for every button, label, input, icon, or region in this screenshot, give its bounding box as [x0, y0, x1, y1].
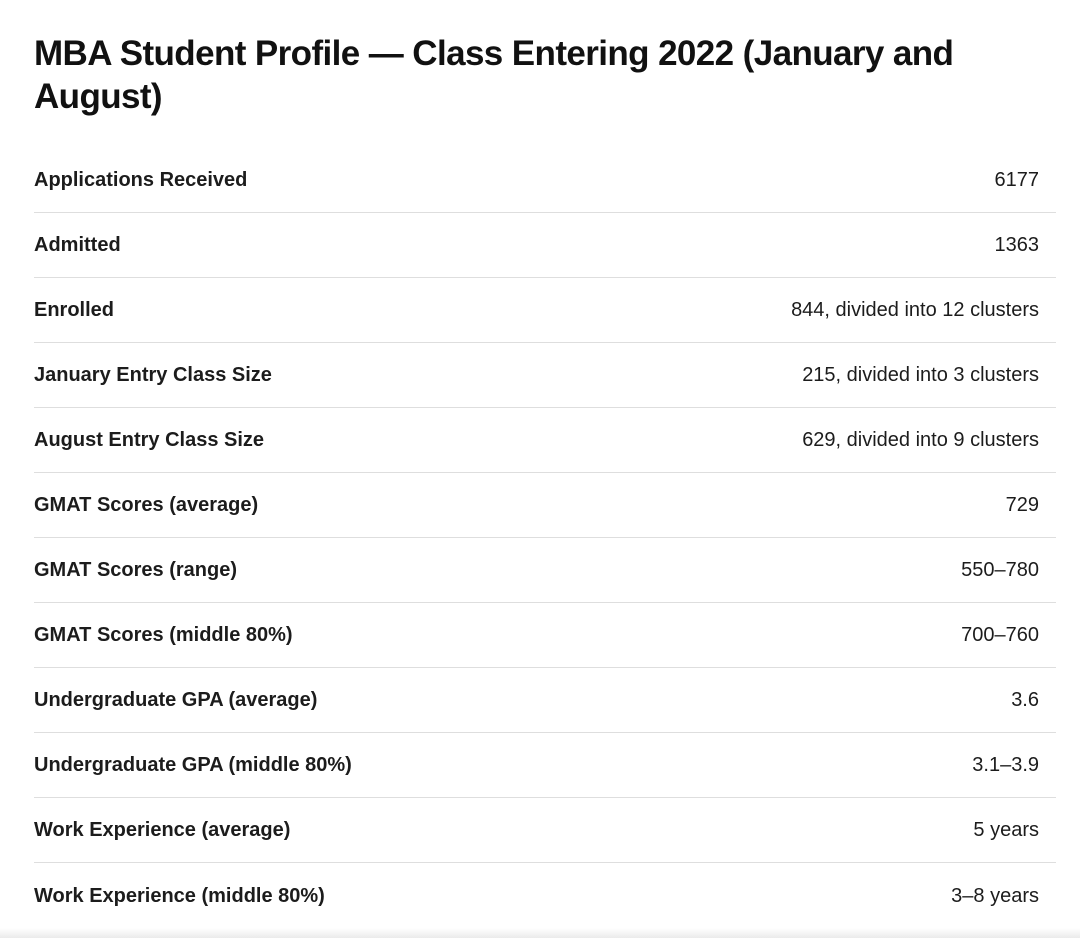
row-label: Admitted: [34, 234, 121, 256]
row-label: Applications Received: [34, 169, 248, 191]
row-value: 700–760: [961, 624, 1039, 646]
row-label: August Entry Class Size: [34, 429, 265, 451]
row-value: 729: [1005, 494, 1039, 516]
row-value: 629, divided into 9 clusters: [802, 429, 1039, 451]
row-label: Work Experience (middle 80%): [34, 884, 325, 907]
row-value: 215, divided into 3 clusters: [802, 364, 1039, 386]
page-content: [34, 0, 1056, 907]
table-row: [34, 473, 1056, 538]
table-row: [34, 733, 1056, 798]
row-value: 3.6: [1011, 689, 1039, 711]
row-label: GMAT Scores (average): [34, 494, 259, 516]
table-row: [34, 668, 1056, 733]
table-row: [34, 213, 1056, 278]
table-row: [34, 538, 1056, 603]
table-row: [34, 343, 1056, 408]
row-label: GMAT Scores (middle 80%): [34, 624, 293, 646]
row-label: Undergraduate GPA (average): [34, 689, 318, 711]
row-label: Work Experience (average): [34, 819, 291, 841]
row-value: 844, divided into 12 clusters: [791, 299, 1039, 321]
table-row: [34, 603, 1056, 668]
row-value: 3.1–3.9: [972, 754, 1039, 776]
student-profile-table: [34, 148, 1056, 928]
table-row: [34, 863, 1056, 928]
table-row: [34, 278, 1056, 343]
row-value: 6177: [994, 169, 1039, 191]
row-label: Undergraduate GPA (middle 80%): [34, 754, 352, 776]
row-value: 1363: [994, 234, 1039, 256]
row-label: GMAT Scores (range): [34, 559, 237, 581]
table-row: [34, 148, 1056, 213]
table-row: [34, 408, 1056, 473]
row-label: Enrolled: [34, 299, 115, 321]
page-title: MBA Student Profile — Class Entering 2022 (January and August): [34, 34, 954, 116]
row-value: 550–780: [961, 559, 1039, 581]
row-value: 3–8 years: [951, 884, 1039, 907]
row-value: 5 years: [973, 819, 1039, 841]
row-label: January Entry Class Size: [34, 364, 272, 386]
table-row: [34, 798, 1056, 863]
bottom-fade: [0, 928, 1080, 938]
